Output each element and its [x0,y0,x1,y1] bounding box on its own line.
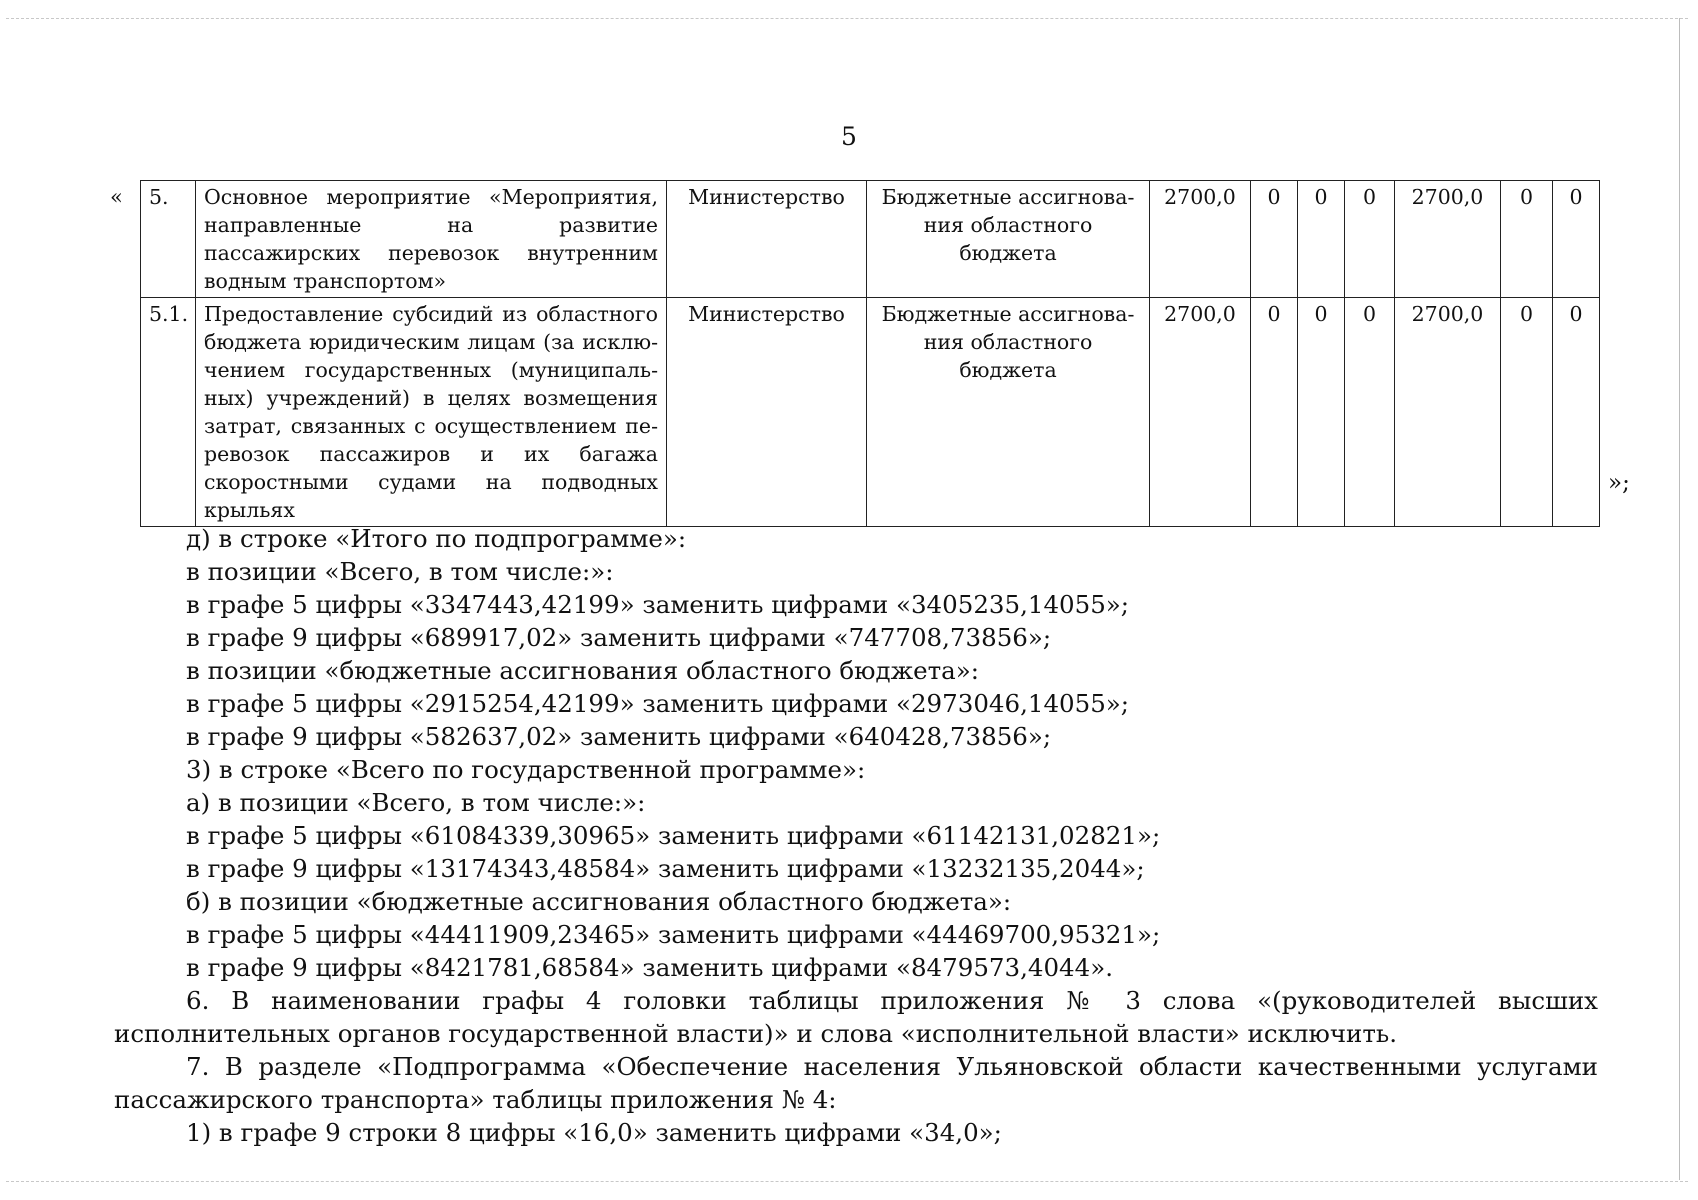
text-line: а) в позиции «Всего, в том числе:»: [186,788,646,817]
text-line: в графе 5 цифры «61084339,30965» заменить цифрами «61142131,02821»; [186,821,1161,850]
table-close-quote: »; [1608,470,1630,496]
row-value: 0 [1298,298,1345,527]
row-value: 0 [1345,181,1395,298]
text-line: в позиции «бюджетные ассигнования областного бюджета»: [186,656,980,685]
row-value: 2700,0 [1395,298,1501,527]
row-funding-source: Бюджетные ассигнования областного бюджета [867,298,1150,527]
row-measure-name: Предоставление субсидий из областного бюджета юридическим лицам (за исключением государственных (муниципальных) учреждений) в целях возмещения затрат, связанных с осуществлением перевозок пассажиров и их багажа скоростными судами на подводных крыльях [196,298,667,527]
text-line: в графе 9 цифры «13174343,48584» заменить цифрами «13232135,2044»; [186,854,1145,883]
page-border-right [1679,18,1680,1180]
row-value: 0 [1345,298,1395,527]
row-funding-source: Бюджетные ассигнования областного бюджета [867,181,1150,298]
row-number: 5. [141,181,196,298]
row-value-total: 2700,0 [1150,298,1251,527]
row-value: 2700,0 [1395,181,1501,298]
row-number: 5.1. [141,298,196,527]
row-value: 0 [1553,298,1600,527]
text-line: 1) в графе 9 строки 8 цифры «16,0» заменить цифрами «34,0»; [186,1118,1002,1147]
text-line: в графе 5 цифры «2915254,42199» заменить цифрами «2973046,14055»; [186,689,1130,718]
row-value: 0 [1501,181,1553,298]
page-border-bottom [6,1181,1688,1182]
row-executor: Министерство [667,181,867,298]
row-measure-name: Основное мероприятие «Мероприятия, направленные на развитие пассажирских перевозок внутренним водным транспортом» [196,181,667,298]
page-number: 5 [841,122,857,151]
page-border-top [6,18,1688,19]
paragraph-6: 6. В наименовании графы 4 головки таблицы приложения № 3 слова «(руководителей высших исполнительных органов государственной власти)» и слова «исполнительной власти» исключить. [114,986,1598,1048]
row-executor: Министерство [667,298,867,527]
text-line: в графе 9 цифры «582637,02» заменить цифрами «640428,73856»; [186,722,1052,751]
row-value: 0 [1298,181,1345,298]
document-body [114,522,1598,1149]
text-line: в графе 9 цифры «8421781,68584» заменить цифрами «8479573,4044». [186,953,1113,982]
table-row [141,181,1600,298]
table-row [141,298,1600,527]
text-line: 3) в строке «Всего по государственной программе»: [186,755,866,784]
row-value-total: 2700,0 [1150,181,1251,298]
row-value: 0 [1501,298,1553,527]
text-line: в графе 5 цифры «3347443,42199» заменить цифрами «3405235,14055»; [186,590,1130,619]
text-line: д) в строке «Итого по подпрограмме»: [186,524,687,553]
budget-table [140,180,1600,527]
paragraph-7: 7. В разделе «Подпрограмма «Обеспечение населения Ульяновской области качественными услугами пассажирского транспорта» таблицы приложения № 4: [114,1052,1598,1114]
text-line: б) в позиции «бюджетные ассигнования областного бюджета»: [186,887,1012,916]
row-value: 0 [1251,181,1298,298]
text-line: в графе 5 цифры «44411909,23465» заменить цифрами «44469700,95321»; [186,920,1161,949]
text-line: в графе 9 цифры «689917,02» заменить цифрами «747708,73856»; [186,623,1052,652]
table-open-quote: « [110,185,123,209]
row-value: 0 [1251,298,1298,527]
row-value: 0 [1553,181,1600,298]
text-line: в позиции «Всего, в том числе:»: [186,557,614,586]
